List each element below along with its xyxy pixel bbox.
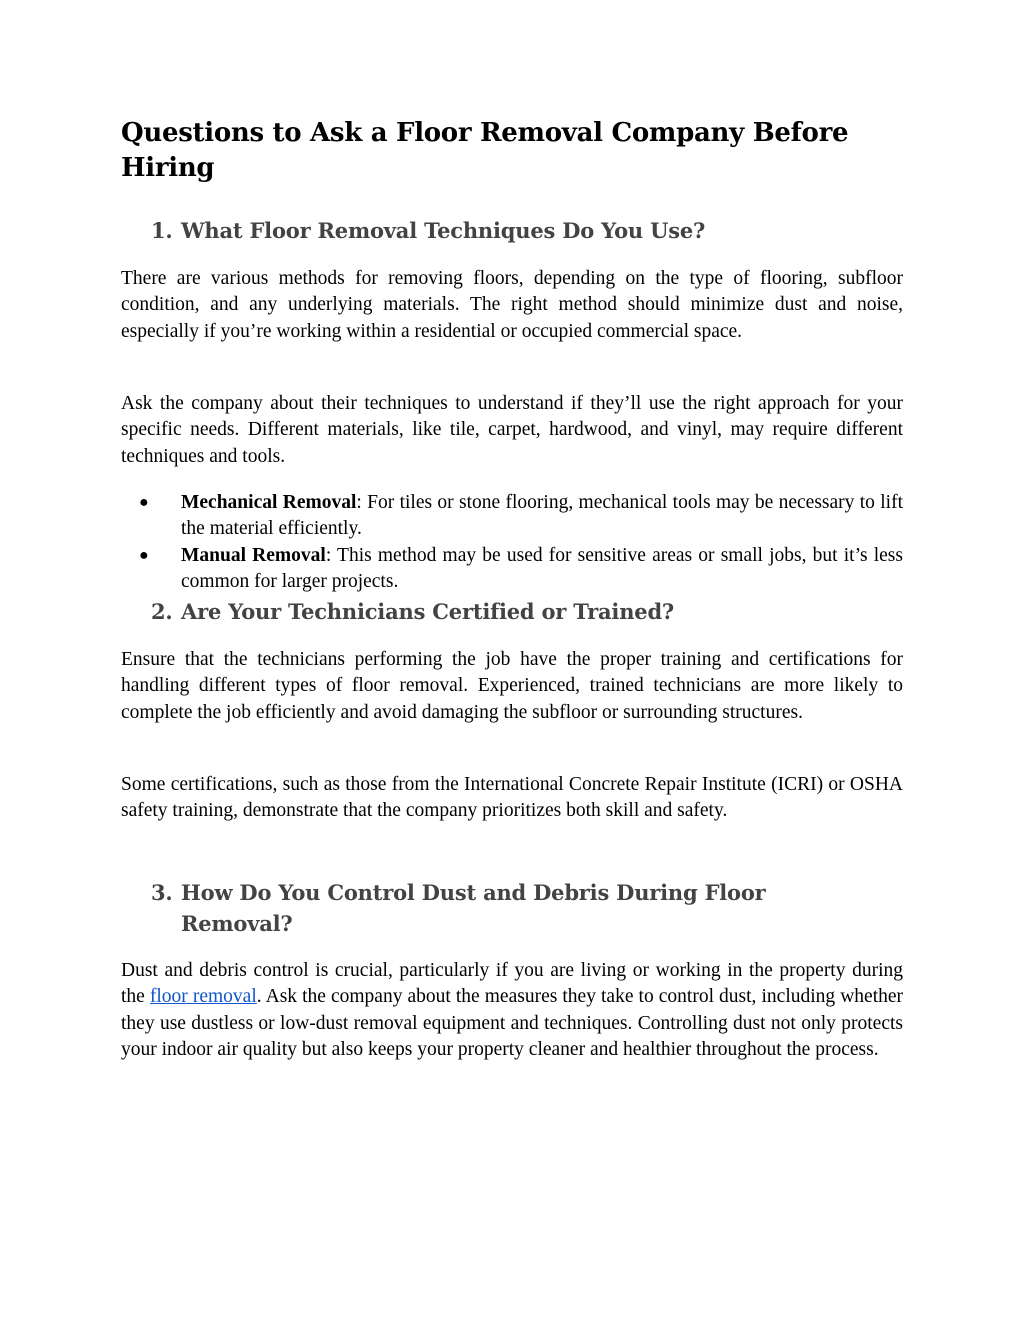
list-item-manual-removal (121, 543, 903, 596)
section-1-heading (151, 215, 871, 246)
section-2-number: 2. (151, 599, 173, 624)
section-2-heading (151, 596, 871, 627)
section-3-heading (151, 877, 871, 939)
section-2-heading-text: Are Your Technicians Certified or Trained? (181, 599, 675, 624)
bullet-term: Mechanical Removal (181, 492, 357, 513)
document-title: Questions to Ask a Floor Removal Company Before Hiring (121, 118, 849, 183)
section-2-paragraph-2: Some certifications, such as those from the International Concrete Repair Institute (ICRI) or OSHA safety training, demonstrate that the company prioritizes both skill and safety. (121, 774, 903, 822)
paragraph-text-before-link: Dust and debris control is crucial, particularly if you are living or working in the property during the (121, 960, 903, 1008)
section-1-number: 1. (151, 218, 173, 243)
section-1-heading-text: What Floor Removal Techniques Do You Use? (181, 218, 706, 243)
removal-methods-list (121, 490, 903, 595)
list-item-mechanical-removal (121, 490, 903, 543)
floor-removal-link[interactable]: floor removal (149, 986, 257, 1008)
section-3-heading-text: How Do You Control Dust and Debris During Floor Removal? (181, 880, 766, 936)
bullet-icon: ● (139, 494, 149, 511)
section-3-paragraph (121, 958, 903, 1063)
section-1-paragraph-1: There are various methods for removing floors, depending on the type of flooring, subfloor condition, and any underlying materials. The right method should minimize dust and noise, especially if you’re working within a residential or occupied commercial space. (121, 268, 903, 342)
bullet-term: Manual Removal (181, 544, 326, 566)
bullet-text: : This method may be used for sensitive areas or small jobs, but it’s less common for larger projects. (181, 544, 903, 592)
bullet-icon: ● (139, 546, 149, 564)
section-2-paragraph-1: Ensure that the technicians performing the job have the proper training and certifications for handling different types of floor removal. Experienced, trained technicians are more likely to complete the job efficiently and avoid damaging the subfloor or surrounding structures. (121, 649, 903, 723)
section-1-paragraph-2: Ask the company about their techniques to understand if they’ll use the right approach for your specific needs. Different materials, like tile, carpet, hardwood, and vinyl, may require different techniques and tools. (121, 393, 903, 467)
section-3-number: 3. (151, 880, 173, 905)
paragraph-text-after-link: . Ask the company about the measures they take to control dust, including whether they use dustless or low-dust removal equipment and techniques. Controlling dust not only protects your indoor air quality but also keeps your property cleaner and healthier throughout the process. (121, 986, 904, 1060)
bullet-text: : For tiles or stone flooring, mechanical tools may be necessary to lift the material efficiently. (181, 492, 903, 540)
